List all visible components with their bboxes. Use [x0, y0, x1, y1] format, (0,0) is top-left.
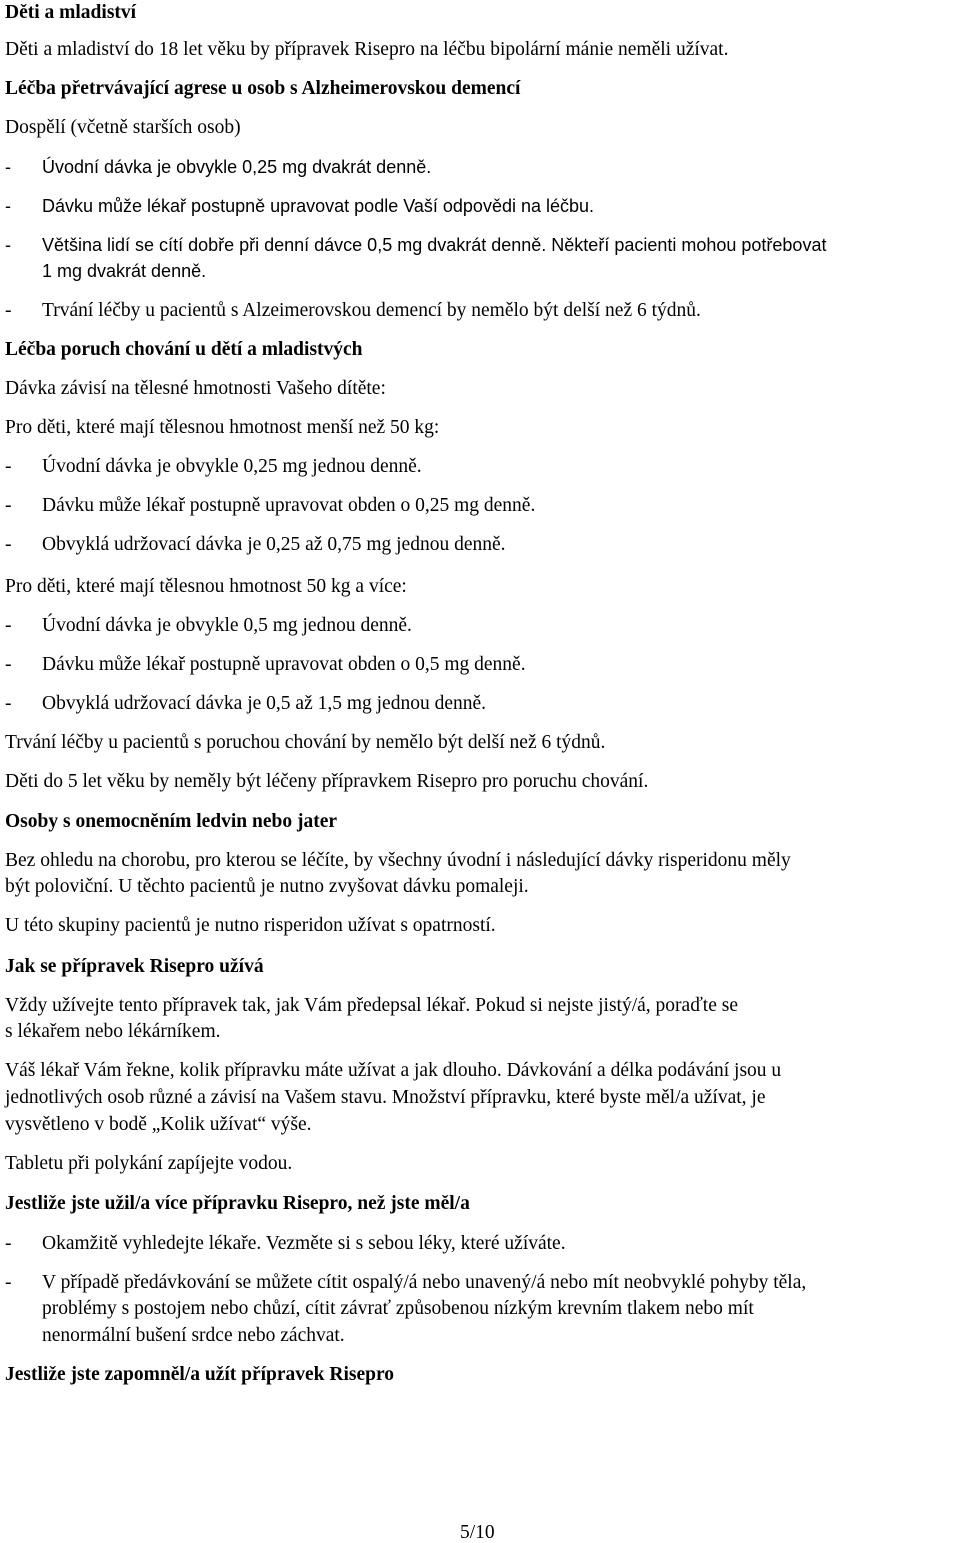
paragraph: Trvání léčby u pacientů s poruchou chování by nemělo být delší než 6 týdnů.: [5, 732, 606, 753]
paragraph: Bez ohledu na chorobu, pro kterou se léčíte, by všechny úvodní i následující dávky risperidonu měly: [5, 850, 791, 871]
paragraph: Pro děti, které mají tělesnou hmotnost 50 kg a více:: [5, 576, 407, 597]
page-number: 5/10: [460, 1522, 495, 1543]
paragraph: s lékařem nebo lékárníkem.: [5, 1021, 221, 1042]
document-page: Děti a mladiství Děti a mladiství do 18 let věku by přípravek Risepro na léčbu bipolární mánie neměli užívat. Léčba přetrvávající agrese u osob s Alzheimerovskou demencí Dospělí (včetně starších osob) - Úvodní dávka je obvykle 0,25 mg dvakrát denně. - Dávku může lékař postupně upravovat podle Vaší odpovědi na léčbu. - Většina lidí se cítí dobře při denní dávce 0,5 mg dvakrát denně. Někteří pacienti mohou potřebovat 1 mg dvakrát denně. - Trvání léčby u pacientů s Alzeimerovskou demencí by nemělo být delší než 6 týdnů. Léčba poruch chování u dětí a mladistvých Dávka závisí na tělesné hmotnosti Vašeho dítěte: Pro děti, které mají tělesnou hmotnost menší než 50 kg: - Úvodní dávka je obvykle 0,25 mg jednou denně. - Dávku může lékař postupně upravovat obden o 0,25 mg denně. - Obvyklá udržovací dávka je 0,25 až 0,75 mg jednou denně. Pro děti, které mají tělesnou hmotnost 50 kg a více: - Úvodní dávka je obvykle 0,5 mg jednou denně. - Dávku může lékař postupně upravovat obden o 0,5 mg denně. - Obvyklá udržovací dávka je 0,5 až 1,5 mg jednou denně. Trvání léčby u pacientů s poruchou chování by nemělo být delší než 6 týdnů. Děti do 5 let věku by neměly být léčeny přípravkem Risepro pro poruchu chování. Osoby s onemocněním ledvin nebo jater Bez ohledu na chorobu, pro kterou se léčíte, by všechny úvodní i následující dávky risperidonu měly být poloviční. U těchto pacientů je nutno zvyšovat dávku pomaleji. U této skupiny pacientů je nutno risperidon užívat s opatrností. Jak se přípravek Risepro užívá Vždy užívejte tento přípravek tak, jak Vám předepsal lékař. Pokud si nejste jistý/á, poraďte se s lékařem nebo lékárníkem. Váš lékař Vám řekne, kolik přípravku máte užívat a jak dlouho. Dávkování a délka podávání jsou u jednotlivých osob různé a závisí na Vašem stavu. Množství přípravku, které byste měl/a užívat, je vysvětleno v bodě „Kolik užívat“ výše. Tabletu při polykání zapíjejte vodou. Jestliže jste užil/a více přípravku Risepro, než jste měl/a - Okamžitě vyhledejte lékaře. Vezměte si s sebou léky, které užíváte. - V případě předávkování se můžete cítit ospalý/á nebo unavený/á nebo mít neobvyklé pohyby těla, problémy s postojem nebo chůzí, cítit závrať způsobenou nízkým krevním tlakem nebo mít nenormální bušení srdce nebo záchvat. Jestliže jste zapomněl/a užít přípravek Risepro 5/10: [5, 2, 827, 1543]
paragraph: Pro děti, které mají tělesnou hmotnost menší než 50 kg:: [5, 417, 440, 438]
section-heading-overdose: Jestliže jste užil/a více přípravku Risepro, než jste měl/a: [5, 1193, 470, 1214]
section-heading-alzheimer: Léčba přetrvávající agrese u osob s Alzheimerovskou demencí: [5, 78, 521, 99]
section-heading-forgot: Jestliže jste zapomněl/a užít přípravek Risepro: [5, 1364, 395, 1385]
paragraph: Dávka závisí na tělesné hmotnosti Vašeho dítěte:: [5, 378, 386, 399]
paragraph: Váš lékař Vám řekne, kolik přípravku máte užívat a jak dlouho. Dávkování a délka podávání jsou u: [5, 1060, 782, 1081]
section-heading-how-to-use: Jak se přípravek Risepro užívá: [5, 956, 264, 977]
section-heading-behavior: Léčba poruch chování u dětí a mladistvých: [5, 339, 363, 360]
subheading-adults: Dospělí (včetně starších osob): [5, 117, 241, 138]
section-heading-kidney: Osoby s onemocněním ledvin nebo jater: [5, 811, 338, 832]
paragraph: Děti a mladiství do 18 let věku by přípravek Risepro na léčbu bipolární mánie neměli užívat.: [5, 39, 729, 60]
paragraph: Vždy užívejte tento přípravek tak, jak Vám předepsal lékař. Pokud si nejste jistý/á, poraďte se: [5, 995, 738, 1016]
paragraph: vysvětleno v bodě „Kolik užívat“ výše.: [5, 1114, 312, 1135]
paragraph: Tabletu při polykání zapíjejte vodou.: [5, 1153, 293, 1174]
paragraph: být poloviční. U těchto pacientů je nutno zvyšovat dávku pomaleji.: [5, 876, 529, 897]
section-heading-children: Děti a mladiství: [5, 2, 137, 23]
paragraph: jednotlivých osob různé a závisí na Vašem stavu. Množství přípravku, které byste měl/a užívat, je: [5, 1087, 766, 1108]
paragraph: U této skupiny pacientů je nutno risperidon užívat s opatrností.: [5, 915, 496, 936]
paragraph: Děti do 5 let věku by neměly být léčeny přípravkem Risepro pro poruchu chování.: [5, 771, 649, 792]
